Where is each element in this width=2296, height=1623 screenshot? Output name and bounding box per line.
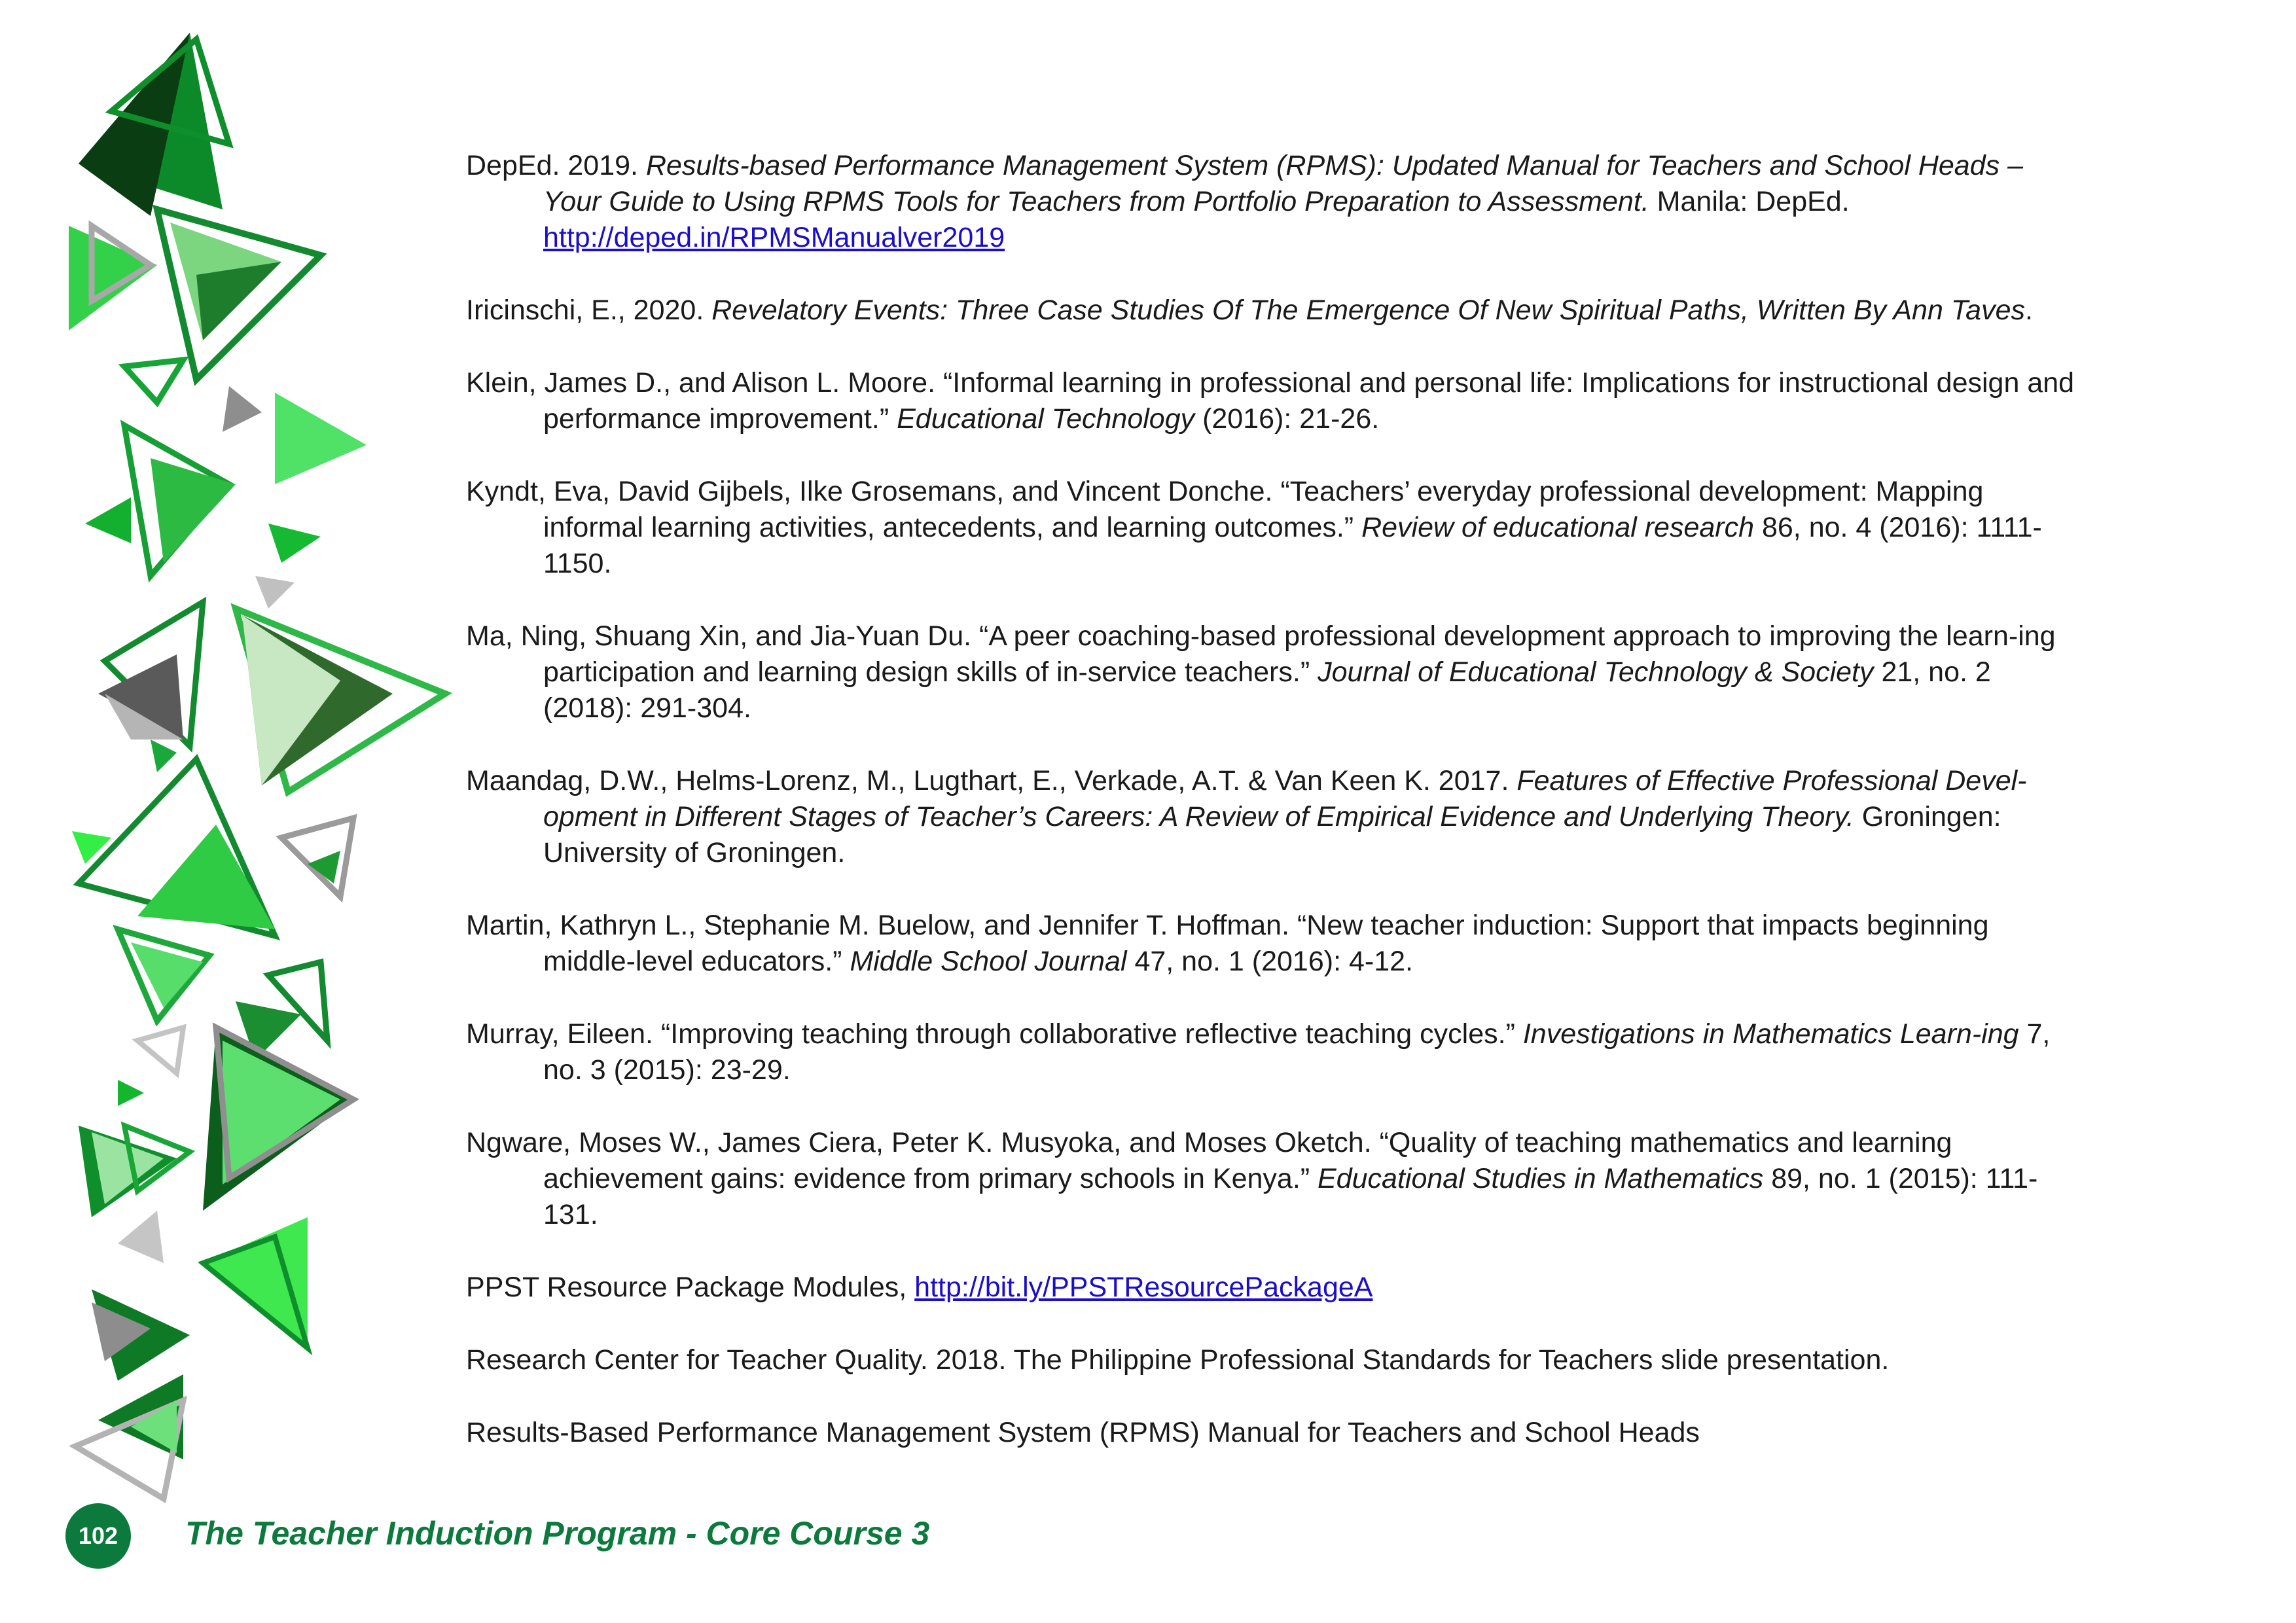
reference-text: (2016): 21-26. [1194,403,1380,435]
reference-entry [466,1270,2083,1306]
reference-list [466,148,2083,1488]
reference-title: Revelatory Events: Three Case Studies Of The Emergence Of New Spiritual Paths, Written By Ann Taves [711,294,2025,326]
reference-text: Maandag, D.W., Helms-Lorenz, M., Lugthart, E., Verkade, A.T. & Van Keen K. 2017. [466,765,1517,796]
reference-text: Iricinschi, E., 2020. [466,294,712,326]
reference-title: Educational Technology [897,403,1195,435]
reference-entry [466,1016,2083,1088]
reference-text: Ngware, Moses W., James Ciera, Peter K. Musyoka, and Moses Oketch. “Quality of teaching mathematics and learning achievement gains: evidence from primary schools in Kenya.” [466,1127,1952,1194]
reference-title: Investigations in Mathematics Learn-ing [1522,1018,2019,1050]
triangle-cluster [69,33,445,1499]
reference-text: . [2024,294,2033,326]
reference-link[interactable]: http://bit.ly/PPSTResourcePackageA [914,1272,1373,1303]
reference-text: PPST Resource Package Modules, [466,1272,915,1303]
reference-entry [466,908,2083,980]
reference-title: Middle School Journal [850,946,1127,977]
reference-title: Results-based Performance Management System (RPMS): Updated Manual for Teachers and School Heads – Your Guide to Using RPMS Tools for Teachers from Portfolio Preparation to Assessment. [543,150,2023,217]
reference-entry [466,293,2083,329]
reference-title: Review of educational research [1361,512,1755,543]
reference-title: Educational Studies in Mathematics [1318,1163,1764,1194]
reference-text: Manila: DepEd. [1649,186,1850,217]
reference-text: Ma, Ning, Shuang Xin, and Jia-Yuan Du. “A peer coaching-based professional development approach to improving the learn-ing participation and learning design skills of in-service teachers.” [466,620,2056,688]
reference-entry [466,148,2083,256]
reference-text: 7, no. 3 (2015): 23-29. [543,1018,2051,1086]
reference-link[interactable]: http://deped.in/RPMSManualver2019 [543,222,1005,253]
reference-entry [466,1125,2083,1233]
reference-text: 47, no. 1 (2016): 4-12. [1126,946,1413,977]
reference-entry [466,474,2083,582]
footer-title: The Teacher Induction Program - Core Course 3 [185,1515,930,1552]
reference-text: 86, no. 4 (2016): 1111-1150. [543,512,2042,579]
reference-entry [466,1415,2083,1451]
page-number-badge: 102 [65,1503,131,1569]
reference-text: Research Center for Teacher Quality. 2018. The Philippine Professional Standards for Teachers slide presentation. [466,1344,1890,1376]
reference-text: Murray, Eileen. “Improving teaching through collaborative reflective teaching cycles.” [466,1018,1523,1050]
reference-text: DepEd. 2019. [466,150,646,181]
reference-title: Journal of Educational Technology & Society [1318,656,1874,688]
reference-entry [466,618,2083,726]
reference-title: Features of Effective Professional Devel-opment in Different Stages of Teacher’s Careers: A Review of Empirical Evidence and Underlying Theory. [543,765,2027,832]
reference-text: 89, no. 1 (2015): 111-131. [543,1163,2038,1230]
reference-entry [466,1342,2083,1378]
reference-text: 21, no. 2 (2018): 291-304. [543,656,1991,724]
reference-text: Martin, Kathryn L., Stephanie M. Buelow, and Jennifer T. Hoffman. “New teacher induction: Support that impacts beginning middle-level educators.” [466,910,1989,977]
reference-text: Results-Based Performance Management System (RPMS) Manual for Teachers and School Heads [466,1417,1700,1448]
reference-text: Klein, James D., and Alison L. Moore. “Informal learning in professional and personal life: Implications for instructional design and performance improvement.” [466,367,2075,435]
reference-entry [466,763,2083,871]
reference-entry [466,365,2083,437]
reference-text: Groningen: University of Groningen. [543,801,2001,868]
reference-text: Kyndt, Eva, David Gijbels, Ilke Grosemans, and Vincent Donche. “Teachers’ everyday professional development: Mapping informal learning activities, antecedents, and learning outcomes.” [466,476,1984,543]
decorative-triangles [0,0,471,1525]
